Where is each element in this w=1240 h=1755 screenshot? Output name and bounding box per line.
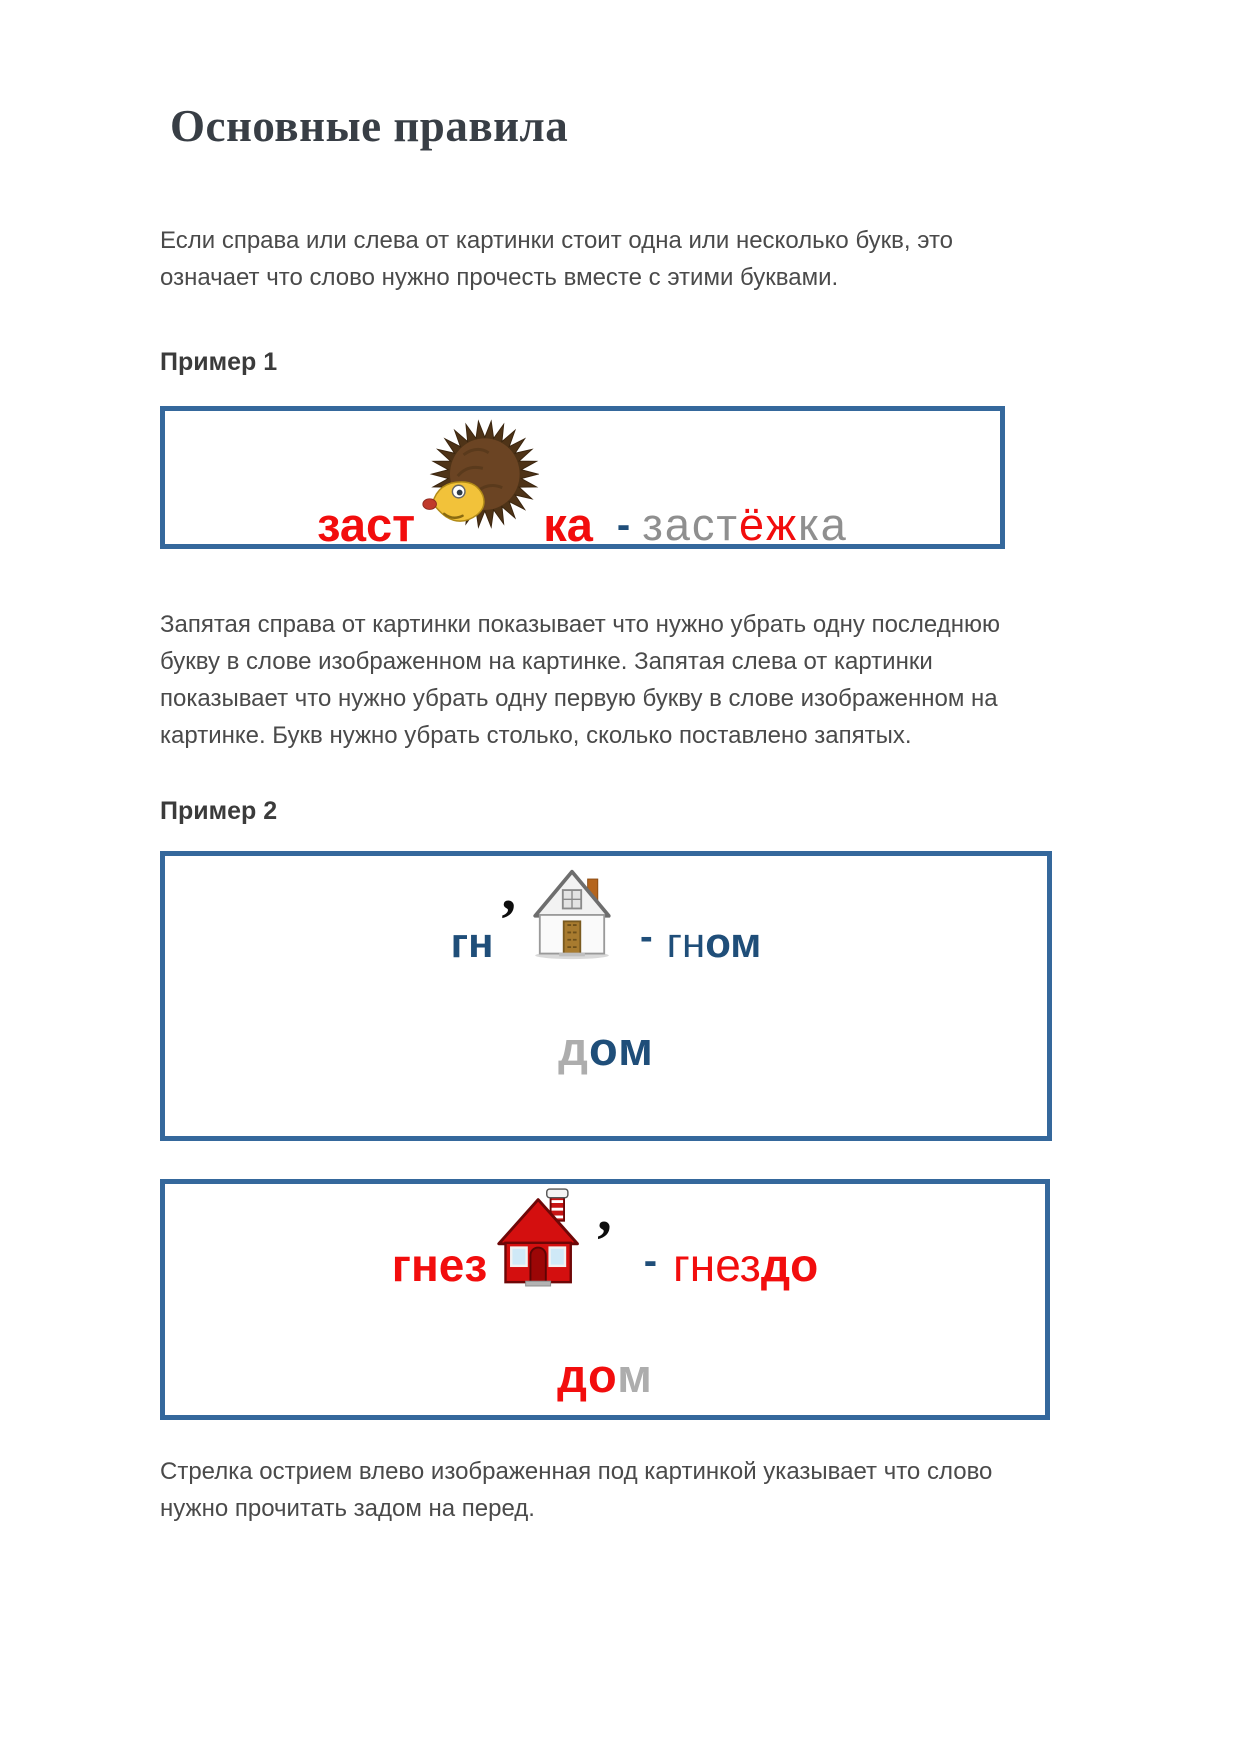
nest-rebus-row	[165, 1178, 1045, 1291]
source-word-row	[165, 1021, 1047, 1076]
example2-nest-card	[160, 1179, 1050, 1420]
rebus-dash: -	[640, 916, 653, 958]
gnome-rebus-row	[165, 857, 1047, 966]
kept-letters: до	[557, 1349, 618, 1402]
example2-gnome-card	[160, 851, 1052, 1141]
removed-letter: м	[617, 1349, 653, 1402]
arrow-rule-paragraph: Стрелка острием влево изображенная под картинкой указывает что слово нужно прочитать задом на перед.	[160, 1458, 993, 1522]
example1-heading: Пример 1	[160, 348, 278, 376]
rebus-answer-word	[673, 1238, 818, 1292]
rebus-dash: -	[616, 502, 631, 547]
rebus-prefix-letters: заст	[317, 497, 416, 551]
white-house-icon	[526, 867, 618, 961]
source-word-row	[165, 1348, 1045, 1403]
hedgehog-icon	[419, 418, 539, 538]
answer-plain-letters: гнез	[673, 1239, 761, 1291]
page-title: Основные правила	[170, 101, 569, 151]
example1-rebus-card	[160, 406, 1005, 549]
rebus-suffix-letters: ка	[543, 497, 593, 551]
intro-paragraph: Если справа или слева от картинки стоит одна или несколько букв, это означает что слово нужно прочесть вместе с этими буквами.	[160, 227, 954, 291]
kept-letters: ом	[588, 1022, 654, 1075]
comma-rule-paragraph: Запятая справа от картинки показывает что нужно убрать одну последнюю букву в слове изображенном на картинке. Запятая слева от картинки показывает что нужно убрать одну первую букву в слове изображенном на картинке. Букв нужно убрать столько, сколько поставлено запятых.	[160, 611, 1001, 749]
example1-rebus-row	[317, 418, 848, 551]
answer-part-end: ка	[798, 498, 848, 550]
removed-letter: д	[558, 1022, 589, 1075]
answer-bold-letters: ом	[705, 919, 762, 966]
rebus-dash: -	[643, 1239, 658, 1283]
rebus-answer-word	[642, 499, 848, 551]
rebus-prefix-letters: гн	[450, 919, 494, 966]
answer-part-highlight: ёж	[738, 498, 799, 550]
rebus-prefix-letters: гнез	[391, 1239, 488, 1291]
answer-bold-letters: до	[760, 1239, 819, 1291]
red-house-icon	[493, 1188, 589, 1288]
answer-plain-letters: гн	[666, 919, 706, 966]
rebus-answer-word	[667, 919, 762, 967]
example2-heading: Пример 2	[160, 797, 278, 825]
comma-mark: ,	[501, 857, 517, 922]
answer-part-start: заст	[642, 498, 739, 550]
comma-mark: ,	[597, 1178, 612, 1243]
